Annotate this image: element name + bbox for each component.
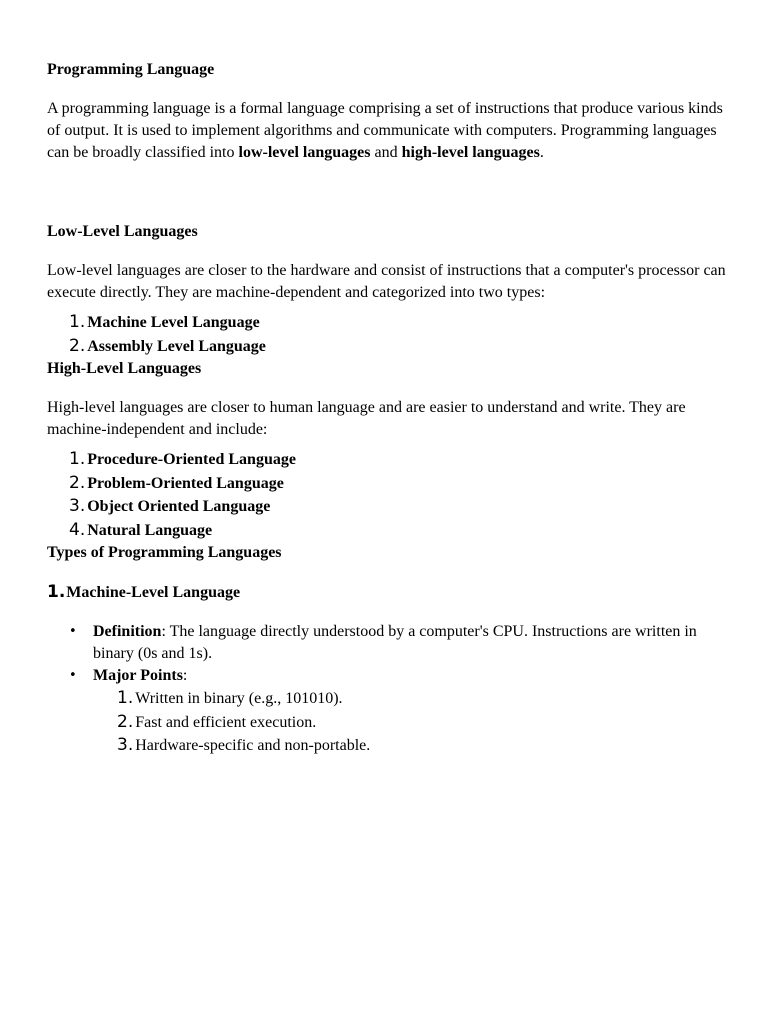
subheading-label: Machine-Level Language — [66, 584, 241, 601]
major-points-colon: : — [182, 667, 188, 684]
definition-label: Definition — [93, 623, 162, 640]
high-level-list — [47, 448, 727, 542]
bullet-icon: • — [69, 668, 77, 683]
list-number: 4. — [69, 519, 86, 540]
list-item — [69, 335, 727, 359]
high-level-paragraph: High-level languages are closer to human language and are easier to understand and write. They are machine-independent and include: — [47, 399, 686, 438]
intro-bold-low-level: low-level languages — [238, 144, 371, 161]
list-number: 1. — [69, 449, 86, 469]
document-page — [47, 59, 727, 758]
low-level-list — [47, 311, 727, 358]
bullet-icon: • — [69, 624, 77, 639]
intro-text: A programming language is a formal language comprising a set of instructions that produce various kinds of output. It is used to implement algorithms and communicate with computers. Programming languages can be broadly classified into — [47, 100, 723, 161]
list-item — [69, 448, 727, 472]
list-number: 1. — [117, 688, 134, 708]
intro-bold-high-level: high-level languages — [401, 144, 540, 161]
list-number: 3. — [69, 496, 86, 516]
list-item — [117, 687, 727, 711]
list-number: 2. — [69, 335, 86, 356]
list-item-text: Written in binary (e.g., 101010). — [135, 690, 343, 707]
list-item-label: Problem-Oriented Language — [87, 474, 284, 492]
page-title: Programming Language — [47, 61, 215, 78]
types-heading: Types of Programming Languages — [47, 544, 282, 561]
list-item-label: Procedure-Oriented Language — [87, 451, 296, 468]
list-number: 1. — [69, 312, 86, 332]
list-number: 2. — [69, 472, 86, 493]
list-item — [69, 495, 727, 519]
list-item-text: Hardware-specific and non-portable. — [135, 737, 371, 754]
subheading-number: 1. — [47, 582, 66, 602]
list-item — [69, 311, 727, 335]
list-number: 3. — [117, 735, 134, 755]
list-item-label: Machine Level Language — [87, 314, 260, 331]
low-level-heading: Low-Level Languages — [47, 223, 198, 240]
major-points-label: Major Points — [93, 667, 183, 684]
list-item-label: Natural Language — [87, 521, 213, 539]
intro-and: and — [370, 144, 402, 161]
high-level-heading: High-Level Languages — [47, 360, 202, 377]
list-item — [69, 472, 727, 496]
list-number: 2. — [117, 711, 134, 732]
list-item-text: Fast and efficient execution. — [135, 713, 317, 731]
definition-text: : The language directly understood by a computer's CPU. Instructions are written in binary (0s and 1s). — [93, 623, 697, 662]
definition-item — [47, 621, 727, 665]
low-level-paragraph: Low-level languages are closer to the hardware and consist of instructions that a computer's processor can execute directly. They are machine-dependent and categorized into two types: — [47, 262, 726, 301]
major-points-list — [93, 687, 727, 758]
machine-level-bullets — [47, 621, 727, 758]
list-item — [117, 711, 727, 735]
major-points-item — [47, 665, 727, 758]
list-item-label: Assembly Level Language — [87, 337, 266, 355]
list-item — [69, 519, 727, 543]
list-item — [117, 734, 727, 758]
machine-level-subheading — [47, 581, 727, 604]
intro-paragraph — [47, 98, 727, 164]
intro-end: . — [539, 144, 544, 161]
list-item-label: Object Oriented Language — [87, 498, 271, 515]
